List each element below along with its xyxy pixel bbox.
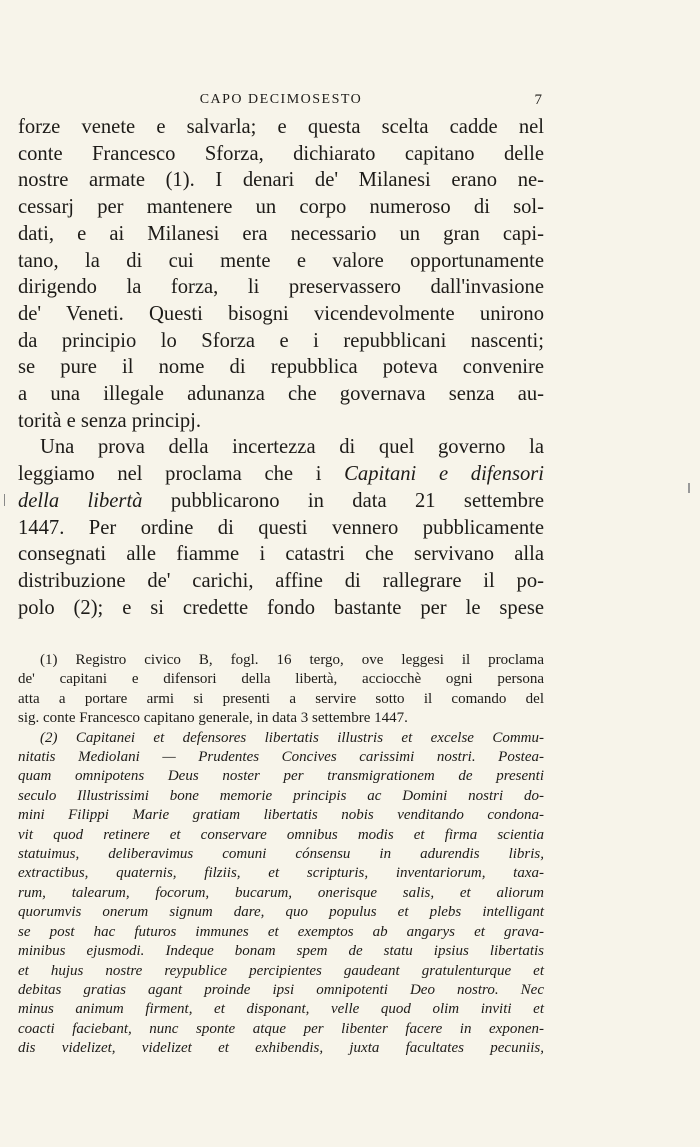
text-line: se pure il nome di repubblica poteva convenire [18, 356, 544, 379]
footnote-line: minus animum firment, et disponant, velle quod olim inviti et [18, 1001, 544, 1018]
text-line: de' Veneti. Questi bisogni vicendevolmente unirono [18, 302, 544, 325]
text-line: Una prova della incertezza di quel governo la [40, 436, 544, 459]
italic-run: Capitani e difensori [344, 463, 545, 486]
text-line: consegnati alle fiamme i catastri che servivano alla [18, 543, 544, 566]
text-line [18, 488, 544, 515]
text-line: torità e senza principj. [18, 409, 201, 432]
paragraph-2 [18, 434, 544, 621]
text-line: forze venete e salvarla; e questa scelta cadde nel [18, 116, 544, 138]
page-header [18, 92, 544, 112]
footnote-line: atta a portare armi si presenti a servire sotto il comando del [18, 690, 544, 707]
running-head: CAPO DECIMOSESTO [199, 92, 363, 107]
footnote-line: statuimus, deliberavimus comuni cónsensu in adurendis libris, [18, 846, 544, 863]
footnote-line: coacti faciebant, nunc sponte atque per libenter facere in exponen- [18, 1020, 544, 1037]
text-line: a una illegale adunanza che governava senza au- [18, 383, 544, 406]
footnote-line: minibus ejusmodi. Indeque bonam spem de statu ipsius libertatis [18, 943, 544, 960]
text-line [18, 461, 544, 488]
footnote-line: vit quod retinere et conservare omnibus modis et firma scientia [18, 826, 544, 843]
text-line: tano, la di cui mente e valore opportunamente [18, 249, 544, 272]
paragraph-1 [18, 114, 544, 434]
footnote-line: dis videlizet, videlizet et exhibendis, juxta facultates pecuniis, [18, 1040, 544, 1057]
footnote-line: nitatis Mediolani — Prudentes Concives carissimi nostri. Postea- [18, 749, 544, 766]
footnote-line: quorumvis onerum signum dare, quo populus et plebs intelligant [18, 904, 544, 921]
text-line: cessarj per mantenere un corpo numeroso di sol- [18, 196, 544, 219]
footnote-line: quam omnipotens Deus noster per transmigrationem de presenti [18, 768, 544, 785]
text-line: da principio lo Sforza e i repubblicani nascenti; [18, 329, 544, 352]
footnote-line: seculo Illustrissimi bone memorie principis ac Domini nostri do- [18, 787, 544, 804]
footnote-line: et hujus nostre reypublice percipientes gaudeant gratulenturque et [18, 962, 544, 979]
text-line: dati, e ai Milanesi era necessario un gran capi- [18, 222, 544, 245]
text-line: 1447. Per ordine di questi vennero pubblicamente [18, 516, 544, 539]
text-line: polo (2); e si credette fondo bastante per le spese [18, 596, 544, 619]
text-run: pubblicarono in data 21 settembre [142, 489, 544, 512]
text-line: conte Francesco Sforza, dichiarato capitano delle [18, 142, 544, 165]
text-line: dirigendo la forza, li preservassero dall'invasione [18, 276, 544, 299]
footnote-line: mini Filippi Marie gratiam libertatis nobis venditando condona- [18, 807, 544, 824]
footnote-line: sig. conte Francesco capitano generale, in data 3 settembre 1447. [18, 710, 408, 727]
footnote-line: rum, talearum, focorum, bucarum, onerisque salis, et aliorum [18, 884, 544, 901]
text-line: nostre armate (1). I denari de' Milanesi erano ne- [18, 169, 544, 192]
italic-run: della libertà [18, 489, 143, 512]
footnote-line: extractibus, quaternis, filziis, et scripturis, inventariorum, taxa- [18, 865, 544, 882]
page-number: 7 [534, 92, 542, 108]
footnote-line: de' capitani e difensori della libertà, acciocchè ogni persona [18, 671, 544, 688]
footnote-line: (2) Capitanei et defensores libertatis illustris et excelse Commu- [40, 729, 544, 746]
text-run: leggiamo nel proclama che i [18, 463, 345, 486]
edge-mark [688, 483, 690, 493]
footnote-2 [18, 729, 544, 1059]
footnote-line: se post hac futuros immunes et exemptos ab angarys et grava- [18, 923, 544, 940]
main-text [18, 114, 544, 621]
footnote-1 [18, 651, 544, 729]
text-line: distribuzione de' carichi, affine di rallegrare il po- [18, 569, 544, 592]
footnotes [18, 651, 544, 1059]
margin-mark [4, 494, 5, 506]
footnote-line: (1) Registro civico B, fogl. 16 tergo, ove leggesi il proclama [40, 652, 544, 668]
footnote-line: debitas gratias agant proinde ipsi omnipotenti Deo nostro. Nec [18, 981, 544, 998]
